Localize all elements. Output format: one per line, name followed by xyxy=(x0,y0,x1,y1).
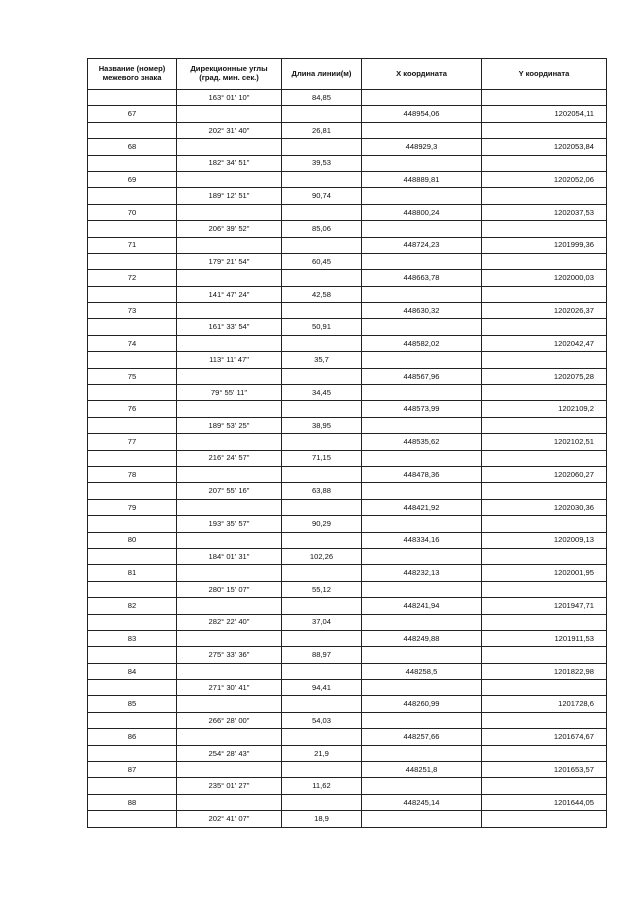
cell-y: 1201911,53 xyxy=(482,630,607,646)
cell-x: 448251,8 xyxy=(362,762,482,778)
cell-y: 1202052,06 xyxy=(482,171,607,187)
cell-angle: 113° 11' 47" xyxy=(177,352,282,368)
table-row xyxy=(88,385,607,401)
table-row xyxy=(88,598,607,614)
cell-y: 1202000,03 xyxy=(482,270,607,286)
cell-y xyxy=(482,90,607,106)
table-row xyxy=(88,466,607,482)
cell-y: 1201674,67 xyxy=(482,729,607,745)
cell-y xyxy=(482,516,607,532)
cell-angle: 161° 33' 54" xyxy=(177,319,282,335)
cell-name xyxy=(88,581,177,597)
table-row xyxy=(88,663,607,679)
cell-x: 448663,78 xyxy=(362,270,482,286)
cell-y: 1202060,27 xyxy=(482,466,607,482)
cell-angle xyxy=(177,335,282,351)
table-row xyxy=(88,729,607,745)
cell-length: 50,91 xyxy=(282,319,362,335)
table-row xyxy=(88,581,607,597)
cell-name xyxy=(88,417,177,433)
cell-length xyxy=(282,499,362,515)
cell-length xyxy=(282,139,362,155)
cell-y: 1202053,84 xyxy=(482,139,607,155)
cell-y xyxy=(482,581,607,597)
cell-x xyxy=(362,581,482,597)
cell-x xyxy=(362,90,482,106)
cell-name: 87 xyxy=(88,762,177,778)
cell-angle xyxy=(177,139,282,155)
cell-length: 35,7 xyxy=(282,352,362,368)
table-body xyxy=(88,90,607,828)
table-row xyxy=(88,712,607,728)
cell-name: 75 xyxy=(88,368,177,384)
table-row xyxy=(88,122,607,138)
cell-y: 1202054,11 xyxy=(482,106,607,122)
table-row xyxy=(88,745,607,761)
cell-name xyxy=(88,647,177,663)
cell-angle: 184° 01' 31" xyxy=(177,548,282,564)
cell-x: 448258,5 xyxy=(362,663,482,679)
cell-length xyxy=(282,237,362,253)
cell-name xyxy=(88,712,177,728)
cell-x xyxy=(362,614,482,630)
cell-length: 21,9 xyxy=(282,745,362,761)
cell-length xyxy=(282,565,362,581)
cell-x: 448954,06 xyxy=(362,106,482,122)
cell-angle xyxy=(177,532,282,548)
boundary-coordinates-table xyxy=(87,58,607,828)
cell-y xyxy=(482,548,607,564)
cell-angle: 79° 55' 11" xyxy=(177,385,282,401)
table-row xyxy=(88,516,607,532)
cell-x xyxy=(362,548,482,564)
cell-angle: 202° 31' 40" xyxy=(177,122,282,138)
cell-y xyxy=(482,647,607,663)
table-row xyxy=(88,303,607,319)
cell-name xyxy=(88,286,177,302)
cell-angle: 254° 28' 43" xyxy=(177,745,282,761)
cell-x xyxy=(362,286,482,302)
cell-angle xyxy=(177,466,282,482)
cell-y xyxy=(482,450,607,466)
cell-name xyxy=(88,778,177,794)
cell-angle xyxy=(177,270,282,286)
cell-name: 76 xyxy=(88,401,177,417)
cell-y xyxy=(482,385,607,401)
cell-angle xyxy=(177,762,282,778)
table-row xyxy=(88,90,607,106)
cell-name xyxy=(88,548,177,564)
cell-angle xyxy=(177,171,282,187)
cell-x xyxy=(362,450,482,466)
table-row xyxy=(88,352,607,368)
cell-length xyxy=(282,532,362,548)
cell-name xyxy=(88,188,177,204)
cell-name xyxy=(88,450,177,466)
cell-name: 83 xyxy=(88,630,177,646)
cell-length xyxy=(282,303,362,319)
cell-name: 81 xyxy=(88,565,177,581)
cell-x xyxy=(362,352,482,368)
cell-name xyxy=(88,122,177,138)
cell-length xyxy=(282,270,362,286)
cell-y xyxy=(482,745,607,761)
cell-name: 88 xyxy=(88,794,177,810)
cell-x: 448535,62 xyxy=(362,434,482,450)
cell-name: 78 xyxy=(88,466,177,482)
cell-length: 42,58 xyxy=(282,286,362,302)
table-row xyxy=(88,286,607,302)
cell-length: 37,04 xyxy=(282,614,362,630)
cell-y xyxy=(482,352,607,368)
cell-y xyxy=(482,417,607,433)
cell-y: 1201999,36 xyxy=(482,237,607,253)
cell-name xyxy=(88,614,177,630)
cell-name xyxy=(88,745,177,761)
header-length: Длина линии(м) xyxy=(282,59,362,90)
table-row xyxy=(88,762,607,778)
table-row xyxy=(88,417,607,433)
table-row xyxy=(88,335,607,351)
cell-x: 448241,94 xyxy=(362,598,482,614)
cell-name: 74 xyxy=(88,335,177,351)
table-row xyxy=(88,778,607,794)
cell-y xyxy=(482,680,607,696)
cell-length: 18,9 xyxy=(282,811,362,827)
cell-x xyxy=(362,319,482,335)
cell-length: 71,15 xyxy=(282,450,362,466)
cell-angle: 235° 01' 27" xyxy=(177,778,282,794)
table-row xyxy=(88,499,607,515)
cell-length: 34,45 xyxy=(282,385,362,401)
cell-x xyxy=(362,778,482,794)
table-row xyxy=(88,647,607,663)
cell-y xyxy=(482,286,607,302)
cell-x: 448630,32 xyxy=(362,303,482,319)
cell-angle: 141° 47' 24" xyxy=(177,286,282,302)
cell-y xyxy=(482,155,607,171)
cell-length xyxy=(282,171,362,187)
header-y: Y координата xyxy=(482,59,607,90)
cell-angle: 271° 30' 41" xyxy=(177,680,282,696)
cell-length xyxy=(282,335,362,351)
cell-name: 70 xyxy=(88,204,177,220)
cell-angle: 206° 39' 52" xyxy=(177,221,282,237)
table-row xyxy=(88,155,607,171)
cell-length: 39,53 xyxy=(282,155,362,171)
cell-length: 54,03 xyxy=(282,712,362,728)
cell-angle xyxy=(177,663,282,679)
cell-length xyxy=(282,204,362,220)
table-row xyxy=(88,794,607,810)
cell-angle: 207° 55' 16" xyxy=(177,483,282,499)
table-row xyxy=(88,270,607,286)
cell-x: 448929,3 xyxy=(362,139,482,155)
cell-length xyxy=(282,598,362,614)
cell-y: 1201822,98 xyxy=(482,663,607,679)
cell-angle xyxy=(177,499,282,515)
cell-angle xyxy=(177,598,282,614)
cell-x xyxy=(362,712,482,728)
cell-x: 448567,96 xyxy=(362,368,482,384)
cell-length: 63,88 xyxy=(282,483,362,499)
table-row xyxy=(88,221,607,237)
cell-length: 84,85 xyxy=(282,90,362,106)
cell-angle xyxy=(177,237,282,253)
cell-name xyxy=(88,352,177,368)
cell-name xyxy=(88,319,177,335)
cell-y xyxy=(482,483,607,499)
cell-angle: 266° 28' 00" xyxy=(177,712,282,728)
cell-length: 90,74 xyxy=(282,188,362,204)
cell-y xyxy=(482,253,607,269)
cell-name: 71 xyxy=(88,237,177,253)
cell-y: 1202109,2 xyxy=(482,401,607,417)
cell-name xyxy=(88,385,177,401)
table-row xyxy=(88,680,607,696)
table-row xyxy=(88,565,607,581)
cell-name: 79 xyxy=(88,499,177,515)
cell-angle: 282° 22' 40" xyxy=(177,614,282,630)
cell-angle xyxy=(177,630,282,646)
cell-length xyxy=(282,434,362,450)
table-row xyxy=(88,237,607,253)
cell-x: 448582,02 xyxy=(362,335,482,351)
cell-x xyxy=(362,516,482,532)
cell-y xyxy=(482,319,607,335)
cell-x xyxy=(362,647,482,663)
table-row xyxy=(88,811,607,827)
cell-angle xyxy=(177,696,282,712)
cell-angle: 280° 15' 07" xyxy=(177,581,282,597)
cell-length xyxy=(282,466,362,482)
cell-name: 69 xyxy=(88,171,177,187)
cell-length xyxy=(282,729,362,745)
cell-name xyxy=(88,811,177,827)
cell-angle xyxy=(177,729,282,745)
cell-x: 448724,23 xyxy=(362,237,482,253)
cell-angle xyxy=(177,401,282,417)
cell-length: 102,26 xyxy=(282,548,362,564)
table-row xyxy=(88,434,607,450)
table-row xyxy=(88,532,607,548)
cell-name: 82 xyxy=(88,598,177,614)
cell-length: 55,12 xyxy=(282,581,362,597)
cell-x: 448245,14 xyxy=(362,794,482,810)
cell-x xyxy=(362,188,482,204)
cell-x xyxy=(362,417,482,433)
table-row xyxy=(88,548,607,564)
table-row xyxy=(88,171,607,187)
table-row xyxy=(88,368,607,384)
cell-angle xyxy=(177,303,282,319)
cell-y: 1202030,36 xyxy=(482,499,607,515)
table-row xyxy=(88,450,607,466)
cell-y: 1202001,95 xyxy=(482,565,607,581)
cell-y: 1202037,53 xyxy=(482,204,607,220)
cell-angle: 163° 01' 10" xyxy=(177,90,282,106)
cell-name: 68 xyxy=(88,139,177,155)
cell-angle xyxy=(177,106,282,122)
cell-name: 67 xyxy=(88,106,177,122)
cell-angle xyxy=(177,368,282,384)
cell-angle xyxy=(177,434,282,450)
cell-x xyxy=(362,745,482,761)
cell-angle: 189° 53' 25" xyxy=(177,417,282,433)
cell-angle xyxy=(177,794,282,810)
cell-y xyxy=(482,188,607,204)
cell-name xyxy=(88,253,177,269)
cell-x xyxy=(362,385,482,401)
cell-name xyxy=(88,483,177,499)
cell-angle: 182° 34' 51" xyxy=(177,155,282,171)
cell-angle: 193° 35' 57" xyxy=(177,516,282,532)
cell-length: 38,95 xyxy=(282,417,362,433)
cell-name: 80 xyxy=(88,532,177,548)
table-row xyxy=(88,696,607,712)
cell-name: 84 xyxy=(88,663,177,679)
cell-name xyxy=(88,155,177,171)
cell-length: 88,97 xyxy=(282,647,362,663)
cell-name xyxy=(88,516,177,532)
cell-angle xyxy=(177,565,282,581)
cell-y xyxy=(482,614,607,630)
cell-name: 72 xyxy=(88,270,177,286)
table-row xyxy=(88,319,607,335)
cell-y xyxy=(482,712,607,728)
cell-y xyxy=(482,221,607,237)
cell-length: 11,62 xyxy=(282,778,362,794)
header-name: Название (номер) межевого знака xyxy=(88,59,177,90)
cell-length xyxy=(282,630,362,646)
cell-name: 85 xyxy=(88,696,177,712)
cell-x: 448800,24 xyxy=(362,204,482,220)
table-row xyxy=(88,614,607,630)
table-row xyxy=(88,630,607,646)
cell-y: 1202102,51 xyxy=(482,434,607,450)
cell-length: 90,29 xyxy=(282,516,362,532)
header-angle: Дирекционные углы (град. мин. сек.) xyxy=(177,59,282,90)
cell-x: 448478,36 xyxy=(362,466,482,482)
cell-name xyxy=(88,90,177,106)
cell-y xyxy=(482,811,607,827)
cell-x xyxy=(362,155,482,171)
table-row xyxy=(88,401,607,417)
cell-length xyxy=(282,106,362,122)
cell-x: 448573,99 xyxy=(362,401,482,417)
cell-y: 1201728,6 xyxy=(482,696,607,712)
table-row xyxy=(88,204,607,220)
cell-length: 60,45 xyxy=(282,253,362,269)
cell-angle: 275° 33' 36" xyxy=(177,647,282,663)
cell-angle: 216° 24' 57" xyxy=(177,450,282,466)
cell-y: 1202075,28 xyxy=(482,368,607,384)
cell-length xyxy=(282,663,362,679)
cell-y: 1201644,05 xyxy=(482,794,607,810)
cell-y xyxy=(482,122,607,138)
header-x: X координата xyxy=(362,59,482,90)
cell-length: 26,81 xyxy=(282,122,362,138)
cell-x xyxy=(362,483,482,499)
cell-x: 448334,16 xyxy=(362,532,482,548)
cell-length: 94,41 xyxy=(282,680,362,696)
table-row xyxy=(88,253,607,269)
cell-x: 448257,66 xyxy=(362,729,482,745)
cell-y xyxy=(482,778,607,794)
cell-angle: 189° 12' 51" xyxy=(177,188,282,204)
cell-name: 86 xyxy=(88,729,177,745)
cell-length xyxy=(282,368,362,384)
cell-length xyxy=(282,794,362,810)
cell-length: 85,06 xyxy=(282,221,362,237)
cell-x xyxy=(362,122,482,138)
cell-y: 1202026,37 xyxy=(482,303,607,319)
table-row xyxy=(88,106,607,122)
cell-name: 77 xyxy=(88,434,177,450)
cell-name: 73 xyxy=(88,303,177,319)
cell-x: 448249,88 xyxy=(362,630,482,646)
cell-y: 1202009,13 xyxy=(482,532,607,548)
cell-x: 448232,13 xyxy=(362,565,482,581)
cell-x: 448889,81 xyxy=(362,171,482,187)
cell-name xyxy=(88,221,177,237)
cell-x xyxy=(362,253,482,269)
cell-x xyxy=(362,221,482,237)
cell-name xyxy=(88,680,177,696)
cell-length xyxy=(282,762,362,778)
table-row xyxy=(88,483,607,499)
cell-length xyxy=(282,401,362,417)
table-row xyxy=(88,188,607,204)
cell-length xyxy=(282,696,362,712)
cell-x: 448421,92 xyxy=(362,499,482,515)
cell-angle: 179° 21' 54" xyxy=(177,253,282,269)
header-row xyxy=(88,59,607,90)
cell-x xyxy=(362,680,482,696)
cell-y: 1202042,47 xyxy=(482,335,607,351)
cell-y: 1201653,57 xyxy=(482,762,607,778)
cell-angle: 202° 41' 07" xyxy=(177,811,282,827)
cell-x: 448260,99 xyxy=(362,696,482,712)
table-row xyxy=(88,139,607,155)
cell-angle xyxy=(177,204,282,220)
cell-x xyxy=(362,811,482,827)
cell-y: 1201947,71 xyxy=(482,598,607,614)
